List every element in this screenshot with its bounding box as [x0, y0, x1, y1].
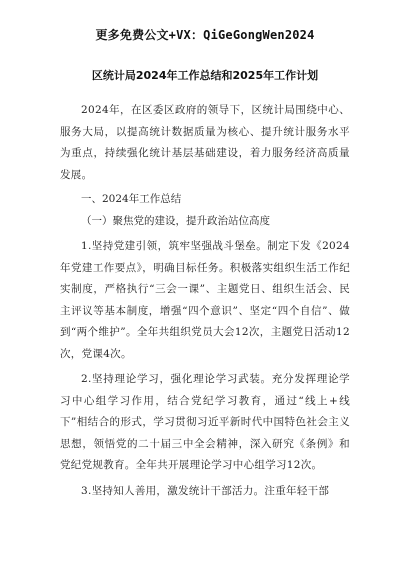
- watermark-text: 更多免费公文+VX：QiGeGongWen2024: [95, 28, 315, 42]
- list-item-2: 2.坚持理论学习，强化理论学习武装。充分发挥理论学习中心组学习作用，结合党纪学习教育，通过“线上+线下”相结合的形式，学习贯彻习近平新时代中国特色社会主义思想，领悟党的二十届三中全会精神，深入研究《条例》和党纪党规教育。全年共开展理论学习中心组学习12次。: [60, 373, 350, 471]
- document-title: 区统计局2024年工作总结和2025年工作计划: [91, 69, 319, 82]
- section-heading-1: 一、2024年工作总结: [81, 193, 182, 205]
- list-item-3: 3.坚持知人善用，激发统计干部活力。注重年轻干部: [81, 484, 330, 497]
- intro-paragraph: 2024年，在区委区政府的领导下，区统计局围绕中心、服务大局，以提高统计数据质量为核心、提升统计服务水平为重点，持续强化统计基层基础建设，着力服务经济高质量发展。: [60, 104, 350, 181]
- list-item-1: 1.坚持党建引领，筑牢坚强战斗堡垒。制定下发《2024年党建工作要点》，明确目标任务。积极落实组织生活工作纪实制度，严格执行“三会一课”、主题党日、组织生活会、民主评议等基本制度，增强“四个意识”、坚定“四个自信”、做到“两个维护”。全年共组织党员大会12次，主题党日活动12次，党课4次。: [60, 240, 350, 360]
- subsection-heading-1: （一）聚焦党的建设，提升政治站位高度: [81, 214, 270, 227]
